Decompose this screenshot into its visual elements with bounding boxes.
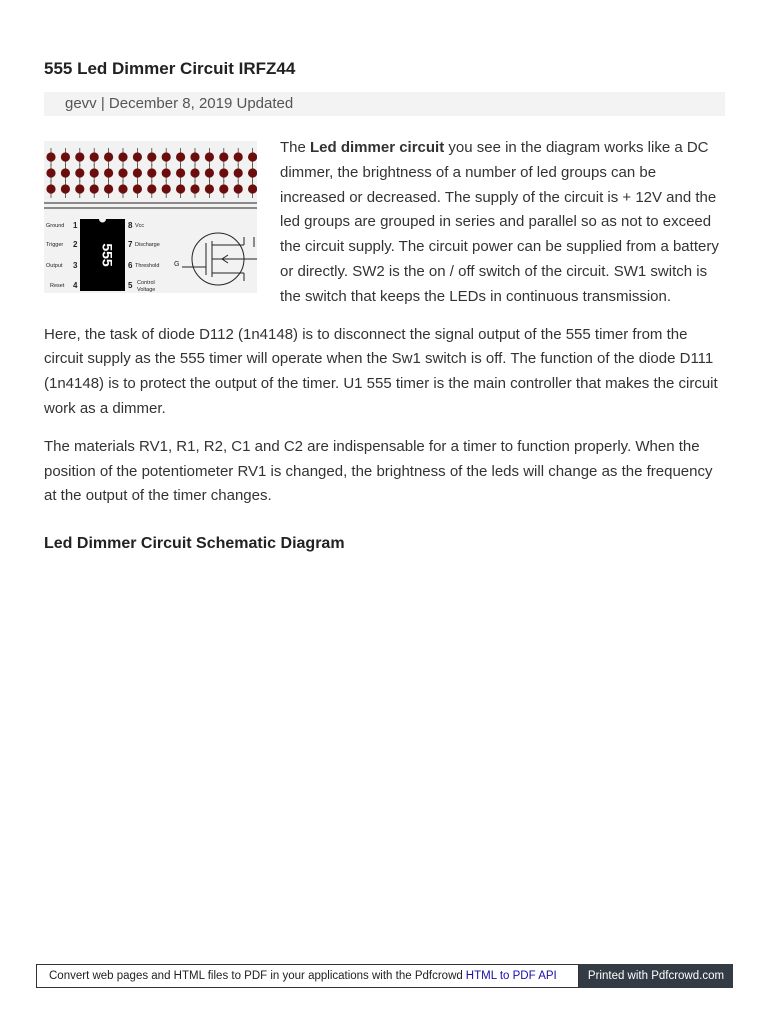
led — [205, 152, 214, 161]
pin-number: 3 — [73, 261, 78, 270]
led — [234, 168, 243, 177]
led-array — [46, 148, 257, 198]
circuit-thumbnail — [44, 141, 257, 293]
pin-name: Threshold — [135, 263, 160, 269]
led — [205, 168, 214, 177]
footer-text: Convert web pages and HTML files to PDF in your applications with the Pdfcrowd — [49, 970, 463, 982]
led — [118, 152, 127, 161]
led — [205, 184, 214, 193]
pin-name: Output — [46, 263, 63, 269]
chip-label: 555 — [99, 243, 116, 267]
led — [104, 152, 113, 161]
led — [190, 168, 199, 177]
led — [133, 184, 142, 193]
section-heading: Led Dimmer Circuit Schematic Diagram — [44, 535, 345, 553]
led — [147, 184, 156, 193]
led — [90, 184, 99, 193]
chip-notch — [99, 216, 106, 223]
pin-number: 8 — [128, 221, 133, 230]
led — [133, 168, 142, 177]
led — [46, 184, 55, 193]
led — [118, 168, 127, 177]
led — [176, 168, 185, 177]
led — [104, 184, 113, 193]
gate-label: G — [174, 261, 180, 268]
paragraph-text: you see in the diagram works like a DC dimmer, the brightness of a number of led groups can be increased or decreased. The supply of the circuit is + 12V and the led groups are grouped in series and parallel so as not to exceed the circuit supply. The circuit power can be supplied from a battery or directly. SW2 is the on / off switch of the circuit. SW1 switch is the switch that keeps the LEDs in continuous transmission. — [280, 139, 719, 305]
led — [162, 184, 171, 193]
pin-number: 7 — [128, 240, 133, 249]
pin-number: 1 — [73, 221, 78, 230]
led — [176, 152, 185, 161]
led — [46, 152, 55, 161]
pin-name: Trigger — [46, 242, 64, 248]
pdfcrowd-footer — [36, 964, 733, 988]
pin-number: 2 — [73, 240, 78, 249]
led — [147, 168, 156, 177]
footer-notice — [36, 964, 579, 988]
paragraph-diodes: Here, the task of diode D112 (1n4148) is to disconnect the signal output of the 555 timer from the circuit supply as the 555 timer will operate when the Sw1 switch is off. The function of the diode D111 (1n4148) is to protect the output of the timer. U1 555 timer is the main controller that makes the circuit work as a dimmer. — [44, 325, 718, 417]
led — [234, 152, 243, 161]
led — [133, 152, 142, 161]
pin-name: Ground — [46, 223, 65, 229]
led — [176, 184, 185, 193]
led — [162, 168, 171, 177]
led — [61, 184, 70, 193]
pin-name: Voltage — [137, 287, 156, 293]
led — [90, 168, 99, 177]
led — [147, 152, 156, 161]
paragraph-materials: The materials RV1, R1, R2, C1 and C2 are indispensable for a timer to function properly. When the position of the potentiometer RV1 is changed, the brightness of the leds will change as the frequency at the output of the timer changes. — [44, 437, 713, 505]
led — [234, 184, 243, 193]
led — [219, 168, 228, 177]
led — [75, 168, 84, 177]
led — [104, 168, 113, 177]
page-title: 555 Led Dimmer Circuit IRFZ44 — [44, 59, 296, 78]
pin-name: Reset — [50, 283, 65, 289]
led — [219, 184, 228, 193]
pin-number: 6 — [128, 261, 133, 270]
pin-number: 4 — [73, 281, 78, 290]
led — [61, 152, 70, 161]
led — [162, 152, 171, 161]
article-body — [44, 136, 724, 557]
led — [190, 152, 199, 161]
circuit-image — [44, 141, 257, 293]
pin-name: Control — [137, 280, 155, 286]
html-to-pdf-link[interactable]: HTML to PDF API — [465, 970, 557, 982]
led — [61, 168, 70, 177]
emphasis-term: Led dimmer circuit — [310, 139, 445, 156]
led — [248, 152, 257, 161]
pin-name: Vcc — [135, 223, 145, 229]
led — [248, 184, 257, 193]
led — [248, 168, 257, 177]
pin-number: 5 — [128, 281, 133, 290]
led — [118, 184, 127, 193]
pin-name: Discharge — [135, 242, 160, 248]
led — [190, 184, 199, 193]
led — [90, 152, 99, 161]
led — [219, 152, 228, 161]
printed-with-badge[interactable]: Printed with Pdfcrowd.com — [579, 964, 733, 988]
led — [75, 152, 84, 161]
led — [46, 168, 55, 177]
post-meta: gevv | December 8, 2019 Updated — [44, 92, 725, 116]
paragraph-text: The — [280, 139, 311, 156]
mosfet-symbol — [182, 233, 257, 285]
led — [75, 184, 84, 193]
